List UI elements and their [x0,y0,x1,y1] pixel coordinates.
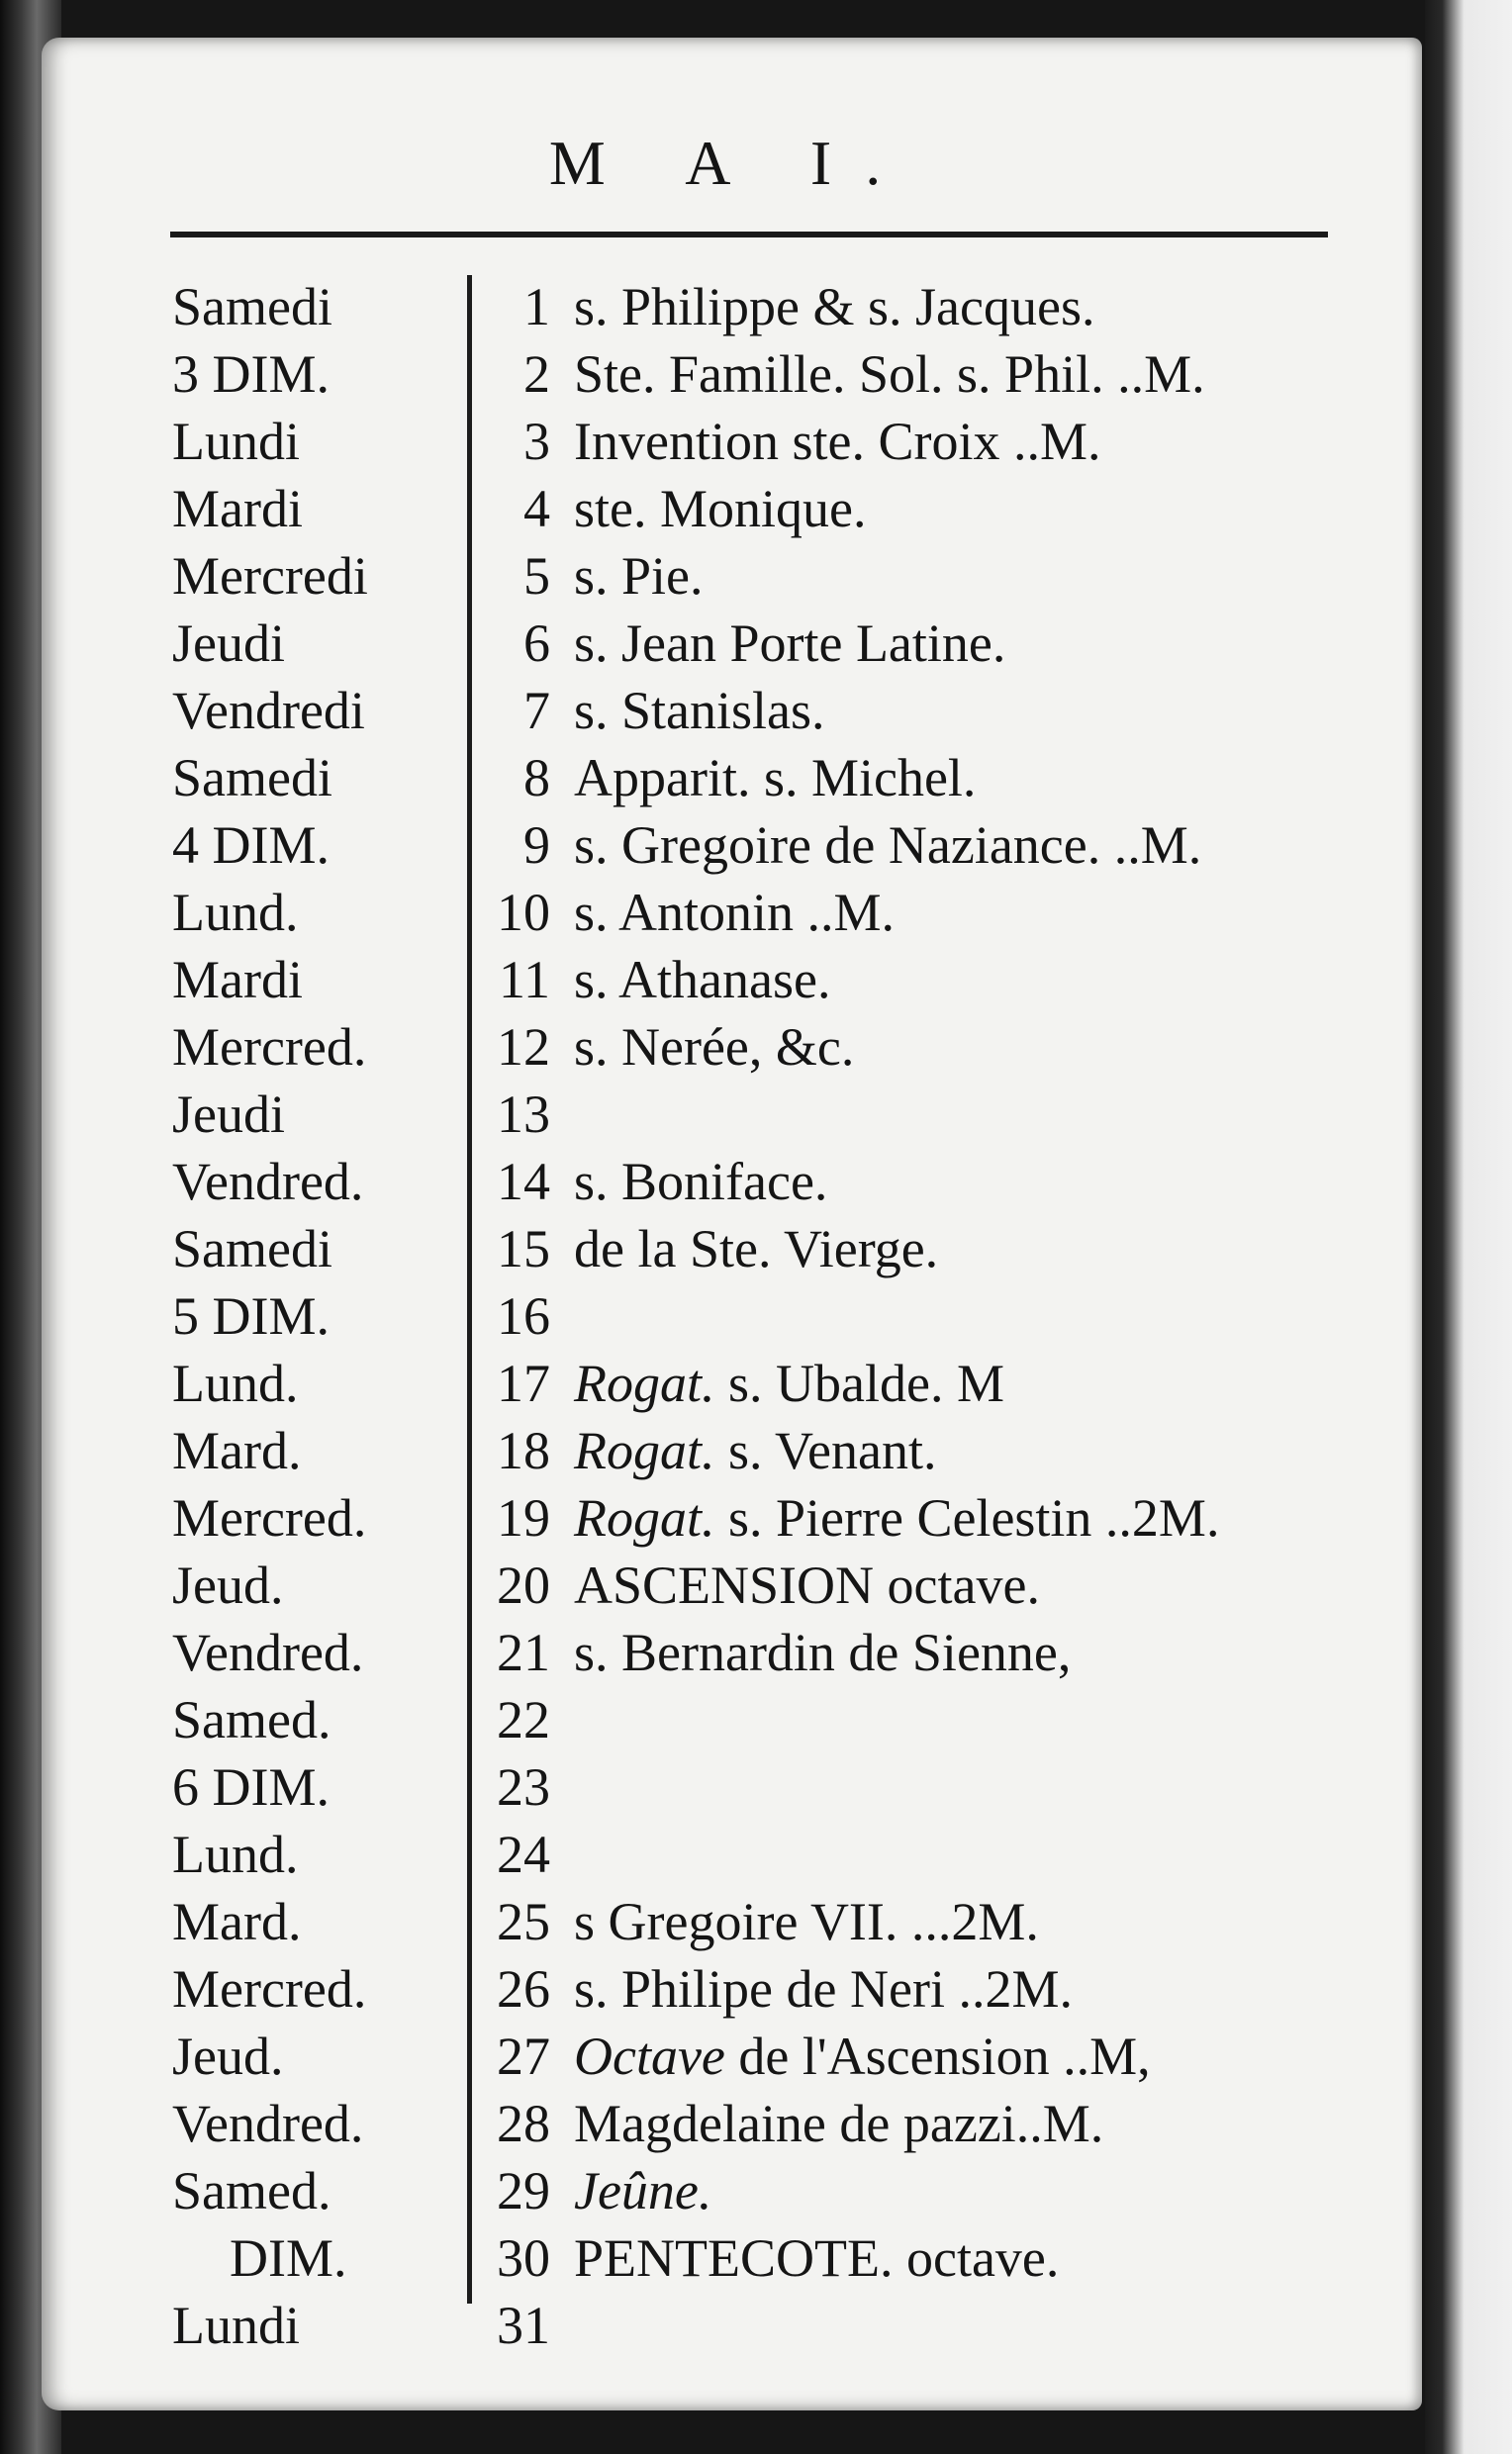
date-number: 2 [523,344,550,404]
feast-entry [574,273,1415,340]
calendar-row [42,475,1422,542]
feast-entry [574,1215,1415,1282]
day-label: 6 DIM. [172,1757,330,1817]
feast-entry [574,677,1415,744]
day-label: Mercred. [172,1959,367,2019]
date-number: 3 [523,412,550,471]
facing-page-edge [1425,0,1512,2454]
day-label: Lund. [172,883,299,942]
day-label: Mardi [172,479,303,538]
date-number: 30 [497,2228,550,2288]
feast-entry [574,2090,1415,2157]
feast-text: PENTECOTE. octave. [574,2228,1060,2288]
date-number: 19 [497,1488,550,1548]
date-number: 6 [523,614,550,673]
date-number: 17 [497,1354,550,1413]
feast-text: Invention ste. Croix ..M. [574,412,1101,471]
day-label: 4 DIM. [172,815,330,875]
calendar-row [42,1619,1422,1686]
feast-text: s. Antonin ..M. [574,883,896,942]
calendar-row [42,2224,1422,2292]
date-number: 16 [497,1286,550,1346]
feast-entry [574,340,1415,408]
feast-entry [574,744,1415,811]
calendar-row [42,408,1422,475]
calendar-row [42,2090,1422,2157]
date-number: 29 [497,2161,550,2220]
feast-text: s Gregoire VII. ...2M. [574,1892,1039,1951]
day-label: Samedi [172,277,332,336]
feast-text: s. Pierre Celestin ..2M. [714,1488,1220,1548]
calendar-row [42,1215,1422,1282]
date-number: 4 [523,479,550,538]
feast-entry [574,408,1415,475]
feast-entry [574,1552,1415,1619]
date-number: 14 [497,1152,550,1211]
feast-entry [574,2224,1415,2292]
calendar-row [42,1888,1422,1955]
calendar-list [42,273,1422,2359]
date-number: 1 [523,277,550,336]
calendar-row [42,1552,1422,1619]
date-number: 25 [497,1892,550,1951]
feast-entry [574,1013,1415,1081]
calendar-row [42,1350,1422,1417]
date-number: 5 [523,546,550,606]
feast-text: s. Gregoire de Naziance. ..M. [574,815,1202,875]
feast-text: s. Athanase. [574,950,831,1009]
calendar-row [42,1282,1422,1350]
feast-text: s. Ubalde. M [714,1354,1004,1413]
day-label: Vendredi [172,681,365,740]
calendar-row [42,879,1422,946]
day-label: 3 DIM. [172,344,330,404]
feast-entry [574,811,1415,879]
feast-text: de la Ste. Vierge. [574,1219,939,1278]
feast-text: s. Nerée, &c. [574,1017,855,1077]
feast-entry [574,1888,1415,1955]
day-label: Mard. [172,1421,302,1480]
feast-text: s. Pie. [574,546,704,606]
feast-entry [574,1350,1415,1417]
feast-entry [574,879,1415,946]
calendar-row [42,273,1422,340]
date-number: 23 [497,1757,550,1817]
date-number: 8 [523,748,550,807]
date-number: 20 [497,1556,550,1615]
feast-entry [574,1619,1415,1686]
day-label: Jeud. [172,1556,284,1615]
calendar-row [42,1484,1422,1552]
calendar-row [42,2157,1422,2224]
date-number: 15 [497,1219,550,1278]
day-label: Jeudi [172,1085,285,1144]
date-number: 22 [497,1690,550,1749]
feast-text: Apparit. s. Michel. [574,748,977,807]
day-label: DIM. [230,2228,347,2288]
italic-note: Rogat. [574,1354,715,1413]
date-number: 24 [497,1825,550,1884]
feast-entry [574,1955,1415,2023]
day-label: Mardi [172,950,303,1009]
day-label: Mard. [172,1892,302,1951]
day-label: Samedi [172,748,332,807]
feast-entry [574,946,1415,1013]
day-label: Lundi [172,2296,300,2355]
italic-note: Jeûne. [574,2161,712,2220]
calendar-row [42,744,1422,811]
day-label: Mercredi [172,546,368,606]
italic-note: Rogat. [574,1488,715,1548]
date-number: 21 [497,1623,550,1682]
date-number: 7 [523,681,550,740]
feast-entry [574,610,1415,677]
calendar-page [42,38,1422,2410]
feast-text: Magdelaine de pazzi..M. [574,2094,1104,2153]
feast-text: s. Bernardin de Sienne, [574,1623,1072,1682]
date-number: 26 [497,1959,550,2019]
calendar-row [42,811,1422,879]
calendar-row [42,1753,1422,1821]
day-label: Mercred. [172,1017,367,1077]
calendar-row [42,1013,1422,1081]
calendar-row [42,2023,1422,2090]
calendar-row [42,1686,1422,1753]
day-label: Samedi [172,1219,332,1278]
feast-text: s. Philippe & s. Jacques. [574,277,1095,336]
page-title: M A I. [548,128,915,198]
feast-text: ste. Monique. [574,479,867,538]
day-label: Vendred. [172,1623,364,1682]
italic-note: Octave [574,2027,725,2086]
calendar-row [42,340,1422,408]
calendar-row [42,1148,1422,1215]
calendar-row [42,610,1422,677]
feast-entry [574,542,1415,610]
day-label: Lund. [172,1825,299,1884]
feast-text: s. Boniface. [574,1152,828,1211]
date-number: 11 [499,950,550,1009]
date-number: 13 [497,1085,550,1144]
feast-entry [574,2023,1415,2090]
feast-entry [574,475,1415,542]
feast-text: de l'Ascension ..M, [724,2027,1151,2086]
day-label: Mercred. [172,1488,367,1548]
feast-entry [574,2157,1415,2224]
feast-entry [574,1148,1415,1215]
feast-text: s. Venant. [714,1421,937,1480]
calendar-row [42,1081,1422,1148]
title-rule [170,232,1328,237]
feast-text: s. Philipe de Neri ..2M. [574,1959,1073,2019]
day-label: 5 DIM. [172,1286,330,1346]
calendar-row [42,1417,1422,1484]
feast-text: ASCENSION octave. [574,1556,1040,1615]
feast-text: s. Jean Porte Latine. [574,614,1006,673]
day-label: Samed. [172,2161,331,2220]
calendar-row [42,1955,1422,2023]
day-label: Vendred. [172,2094,364,2153]
day-label: Lundi [172,412,300,471]
calendar-row [42,1821,1422,1888]
calendar-row [42,2292,1422,2359]
day-label: Jeud. [172,2027,284,2086]
calendar-row [42,946,1422,1013]
day-label: Lund. [172,1354,299,1413]
calendar-row [42,677,1422,744]
date-number: 18 [497,1421,550,1480]
feast-text: s. Stanislas. [574,681,825,740]
calendar-row [42,542,1422,610]
date-number: 12 [497,1017,550,1077]
day-label: Samed. [172,1690,331,1749]
feast-entry [574,1484,1415,1552]
date-number: 28 [497,2094,550,2153]
date-number: 31 [497,2296,550,2355]
day-label: Vendred. [172,1152,364,1211]
feast-text: Ste. Famille. Sol. s. Phil. ..M. [574,344,1205,404]
date-number: 27 [497,2027,550,2086]
feast-entry [574,1417,1415,1484]
day-label: Jeudi [172,614,285,673]
date-number: 9 [523,815,550,875]
date-number: 10 [497,883,550,942]
italic-note: Rogat. [574,1421,715,1480]
